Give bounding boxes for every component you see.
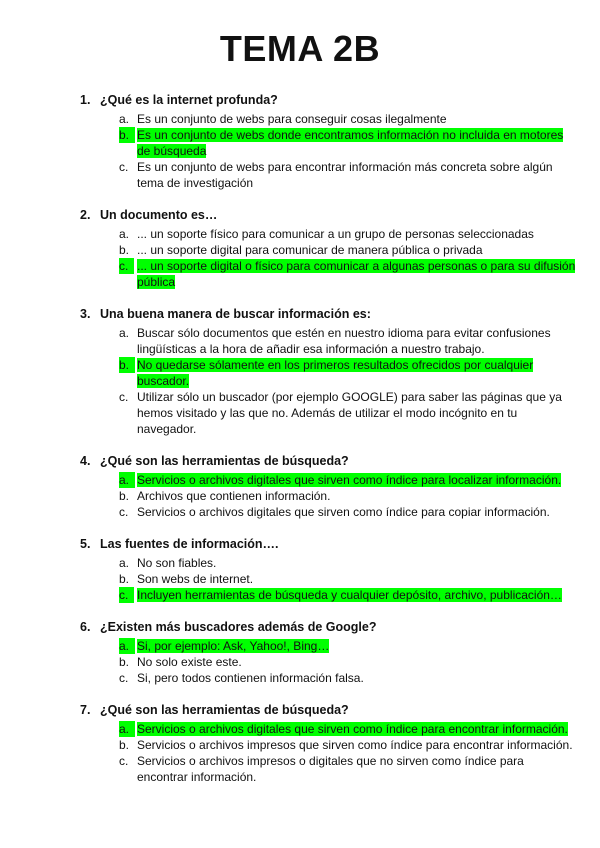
highlight-mark: Si, por ejemplo: Ask, Yahoo!, Bing… <box>137 639 330 653</box>
option-list <box>0 472 600 520</box>
option-c <box>0 753 600 785</box>
option-c <box>0 159 600 191</box>
question-2 <box>0 207 600 290</box>
option-list <box>0 111 600 191</box>
option-text <box>137 258 576 290</box>
option-text <box>137 721 576 737</box>
question-text: ¿Qué son las herramientas de búsqueda? <box>100 454 349 468</box>
question-text: ¿Qué es la internet profunda? <box>100 93 278 107</box>
option-c <box>0 670 600 686</box>
highlight-mark: ... un soporte digital o físico para comunicar a algunas personas o para su difusión pública <box>137 259 576 289</box>
option-letter: c. <box>119 160 129 174</box>
question-number: 4. <box>80 454 91 468</box>
question-text: Un documento es… <box>100 208 218 222</box>
option-text <box>137 357 576 389</box>
option-letter: a. <box>119 227 130 241</box>
option-letter: c. <box>119 671 129 685</box>
option-text: Servicios o archivos digitales que sirven como índice para copiar información. <box>137 505 550 519</box>
option-letter: b. <box>119 572 130 586</box>
option-list <box>0 638 600 686</box>
option-b <box>0 571 600 587</box>
option-text: Archivos que contienen información. <box>137 489 331 503</box>
option-text: Buscar sólo documentos que estén en nuestro idioma para evitar confusiones lingüísticas a la hora de añadir esa información a nuestro trabajo. <box>137 326 551 356</box>
question-number: 7. <box>80 703 91 717</box>
option-letter: b. <box>119 127 135 143</box>
option-letter: c. <box>119 587 134 603</box>
question-1 <box>0 92 600 191</box>
question-number: 3. <box>80 307 91 321</box>
option-letter: c. <box>119 258 134 274</box>
page-title: TEMA 2B <box>219 28 381 69</box>
option-text <box>137 127 576 159</box>
option-letter: a. <box>119 326 130 340</box>
option-text <box>137 472 576 488</box>
option-letter: c. <box>119 505 129 519</box>
option-letter: b. <box>119 655 130 669</box>
option-a <box>0 325 600 357</box>
option-list <box>0 555 600 603</box>
option-text: Servicios o archivos impresos que sirven como índice para encontrar información. <box>137 738 573 752</box>
question-text: ¿Existen más buscadores además de Google? <box>100 620 377 634</box>
option-text <box>137 638 576 654</box>
option-text: ... un soporte digital para comunicar de manera pública o privada <box>137 243 483 257</box>
option-c-correct <box>0 258 600 290</box>
question-6 <box>0 619 600 686</box>
option-text: Es un conjunto de webs para conseguir cosas ilegalmente <box>137 112 447 126</box>
option-text: ... un soporte físico para comunicar a un grupo de personas seleccionadas <box>137 227 534 241</box>
option-a-correct <box>0 472 600 488</box>
question-7 <box>0 702 600 785</box>
option-letter: a. <box>119 638 135 654</box>
highlight-mark: Incluyen herramientas de búsqueda y cualquier depósito, archivo, publicación… <box>137 588 562 602</box>
question-number: 2. <box>80 208 91 222</box>
option-a <box>0 111 600 127</box>
question-text: ¿Qué son las herramientas de búsqueda? <box>100 703 349 717</box>
question-number: 5. <box>80 537 91 551</box>
option-c <box>0 504 600 520</box>
option-list <box>0 325 600 437</box>
option-text: No solo existe este. <box>137 655 242 669</box>
option-b-correct <box>0 127 600 159</box>
option-b-correct <box>0 357 600 389</box>
question-number: 6. <box>80 620 91 634</box>
option-text <box>137 587 576 603</box>
option-letter: b. <box>119 738 130 752</box>
option-c-correct <box>0 587 600 603</box>
question-text: Una buena manera de buscar información es: <box>100 307 371 321</box>
question-5 <box>0 536 600 603</box>
option-a <box>0 555 600 571</box>
option-text: Si, pero todos contienen información falsa. <box>137 671 364 685</box>
highlight-mark: No quedarse sólamente en los primeros resultados ofrecidos por cualquier buscador. <box>137 358 534 388</box>
option-text: Es un conjunto de webs para encontrar información más concreta sobre algún tema de investigación <box>137 160 553 190</box>
option-letter: a. <box>119 112 130 126</box>
option-b <box>0 737 600 753</box>
option-letter: b. <box>119 243 130 257</box>
question-number: 1. <box>80 93 91 107</box>
option-list <box>0 226 600 290</box>
option-letter: b. <box>119 489 130 503</box>
highlight-mark: Es un conjunto de webs donde encontramos información no incluida en motores de búsqueda <box>137 128 564 158</box>
option-letter: a. <box>119 721 135 737</box>
option-text: Utilizar sólo un buscador (por ejemplo GOOGLE) para saber las páginas que ya hemos visitado y las que no. Además de utilizar el modo incógnito en tu navegador. <box>137 390 562 436</box>
option-letter: c. <box>119 390 129 404</box>
highlight-mark: Servicios o archivos digitales que sirven como índice para localizar información. <box>137 473 562 487</box>
option-letter: b. <box>119 357 135 373</box>
option-a-correct <box>0 721 600 737</box>
question-3 <box>0 306 600 437</box>
option-b <box>0 242 600 258</box>
option-b <box>0 654 600 670</box>
question-text: Las fuentes de información…. <box>100 537 279 551</box>
option-text: No son fiables. <box>137 556 217 570</box>
highlight-mark: Servicios o archivos digitales que sirven como índice para encontrar información. <box>137 722 568 736</box>
option-letter: a. <box>119 556 130 570</box>
question-list <box>0 92 600 801</box>
question-4 <box>0 453 600 520</box>
option-letter: a. <box>119 472 135 488</box>
option-text: Servicios o archivos impresos o digitales que no sirven como índice para encontrar información. <box>137 754 524 784</box>
option-letter: c. <box>119 754 129 768</box>
option-list <box>0 721 600 785</box>
option-a <box>0 226 600 242</box>
option-b <box>0 488 600 504</box>
option-text: Son webs de internet. <box>137 572 254 586</box>
option-a-correct <box>0 638 600 654</box>
option-c <box>0 389 600 437</box>
